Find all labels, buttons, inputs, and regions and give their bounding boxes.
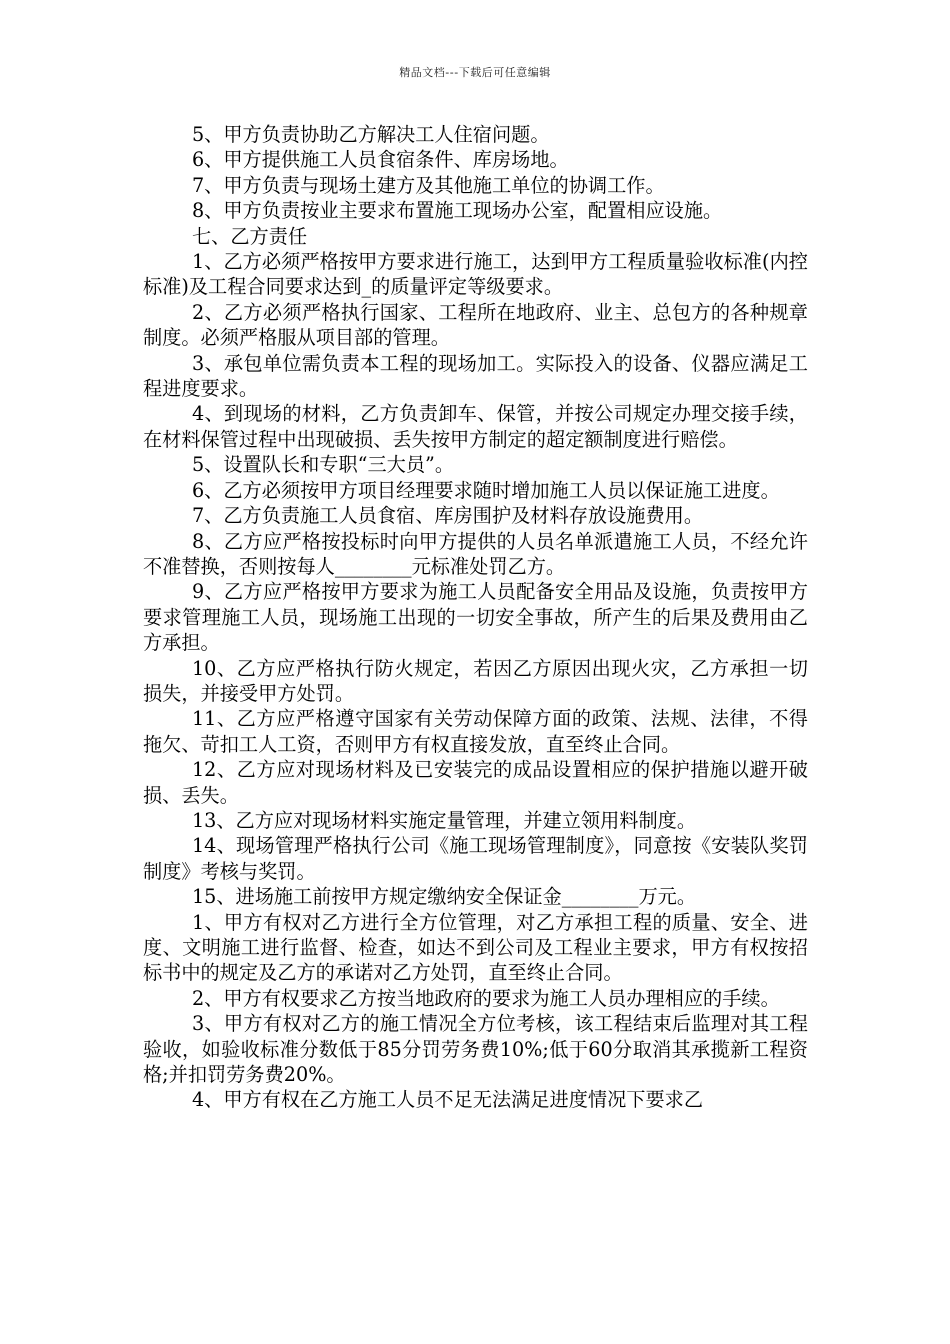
paragraph: 1、乙方必须严格按甲方要求进行施工，达到甲方工程质量验收标准(内控标准)及工程合同要求达到_的质量评定等级要求。 [143, 250, 808, 299]
paragraph: 2、乙方必须严格执行国家、工程所在地政府、业主、总包方的各种规章制度。必须严格服从项目部的管理。 [143, 300, 808, 350]
paragraph: 9、乙方应严格按甲方要求为施工人员配备安全用品及设施，负责按甲方要求管理施工人员，现场施工出现的一切安全事故，所产生的后果及费用由乙方承担。 [143, 580, 808, 655]
paragraph: 1、甲方有权对乙方进行全方位管理，对乙方承担工程的质量、安全、进度、文明施工进行监督、检查，如达不到公司及工程业主要求，甲方有权按招标书中的规定及乙方的承诺对乙方处罚，直至终止合同。 [143, 910, 808, 985]
paragraph: 7、甲方负责与现场土建方及其他施工单位的协调工作。 [191, 173, 665, 197]
paragraph: 6、乙方必须按甲方项目经理要求随时增加施工人员以保证施工进度。 [191, 478, 780, 502]
paragraph: 3、承包单位需负责本工程的现场加工。实际投入的设备、仪器应满足工程进度要求。 [143, 351, 808, 401]
paragraph: 2、甲方有权要求乙方按当地政府的要求为施工人员办理相应的手续。 [191, 986, 780, 1010]
paragraph: 6、甲方提供施工人员食宿条件、库房场地。 [191, 148, 569, 172]
paragraph: 13、乙方应对现场材料实施定量管理，并建立领用料制度。 [191, 808, 697, 832]
paragraph: 14、现场管理严格执行公司《施工现场管理制度》，同意按《安装队奖罚制度》考核与奖罚。 [143, 834, 808, 883]
section-heading: 七、乙方责任 [191, 224, 308, 248]
paragraph: 8、甲方负责按业主要求布置施工现场办公室，配置相应设施。 [191, 199, 723, 223]
paragraph: 4、甲方有权在乙方施工人员不足无法满足进度情况下要求乙 [191, 1088, 704, 1112]
paragraph: 11、乙方应严格遵守国家有关劳动保障方面的政策、法规、法律，不得拖欠、苛扣工人工资，否则甲方有权直接发放，直至终止合同。 [143, 707, 808, 756]
paragraph: 15、进场施工前按甲方规定缴纳安全保证金________万元。 [191, 885, 697, 909]
paragraph: 5、甲方负责协助乙方解决工人住宿问题。 [191, 123, 550, 146]
paragraph: 4、到现场的材料，乙方负责卸车、保管，并按公司规定办理交接手续，在材料保管过程中出现破损、丢失按甲方制定的超定额制度进行赔偿。 [143, 402, 808, 451]
paragraph: 12、乙方应对现场材料及已安装完的成品设置相应的保护措施以避开破损、丢失。 [143, 758, 808, 807]
paragraph: 10、乙方应严格执行防火规定，若因乙方原因出现火灾，乙方承担一切损失，并接受甲方处罚。 [143, 656, 808, 705]
paragraph: 3、甲方有权对乙方的施工情况全方位考核，该工程结束后监理对其工程验收，如验收标准分数低于85分罚劳务费10%;低于60分取消其承揽新工程资格;并扣罚劳务费20%。 [143, 1012, 808, 1087]
paragraph: 8、乙方应严格按投标时向甲方提供的人员名单派遣施工人员，不经允许不准替换，否则按每人________元标准处罚乙方。 [143, 529, 808, 578]
page-header: 精品文档---下载后可任意编辑 [399, 66, 551, 79]
paragraph: 5、设置队长和专职“三大员”。 [191, 453, 455, 477]
document-body [143, 122, 808, 1113]
paragraph: 7、乙方负责施工人员食宿、库房围护及材料存放设施费用。 [191, 504, 704, 528]
